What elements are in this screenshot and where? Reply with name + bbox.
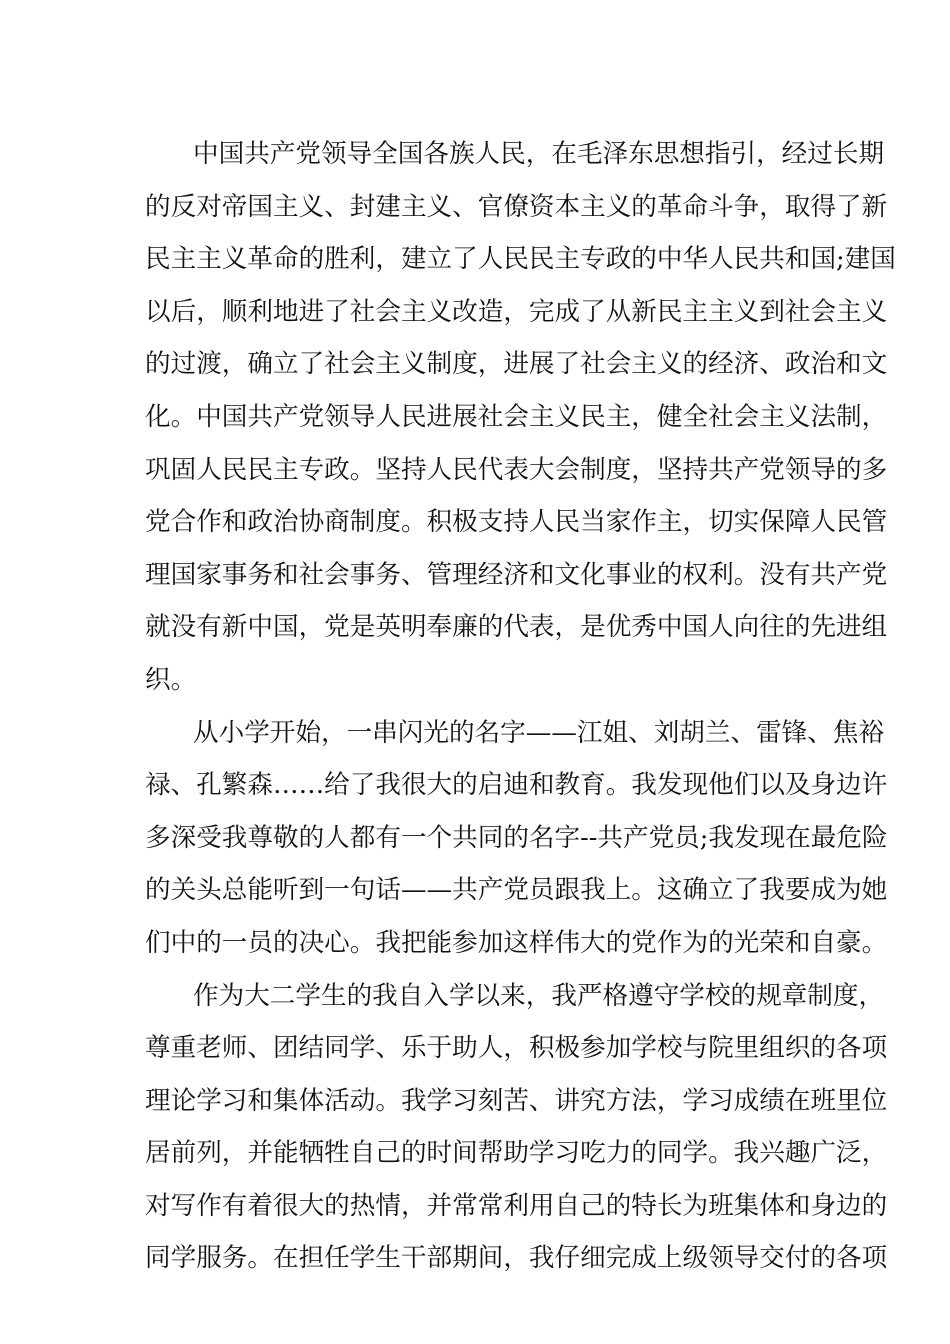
paragraph-3-line-3: 理论学习和集体活动。我学习刻苦、讲究方法，学习成绩在班里位: [145, 1085, 888, 1116]
paragraph-3-line-2: 尊重老师、团结同学、乐于助人，积极参加学校与院里组织的各项: [145, 1033, 888, 1064]
paragraph-1-line-10: 就没有新中国，党是英明奉廉的代表，是优秀中国人向往的先进组: [145, 612, 888, 643]
paragraph-3-line-1: 作为大二学生的我自入学以来，我严格遵守学校的规章制度，: [193, 980, 885, 1011]
paragraph-1-line-3: 民主主义革命的胜利，建立了人民民主专政的中华人民共和国;建国: [145, 244, 896, 275]
paragraph-2-line-1: 从小学开始，一串闪光的名字——江姐、刘胡兰、雷锋、焦裕: [193, 717, 885, 748]
paragraph-1-line-8: 党合作和政治协商制度。积极支持人民当家作主，切实保障人民管: [145, 507, 888, 538]
paragraph-2-line-2: 禄、孔繁森……给了我很大的启迪和教育。我发现他们以及身边许: [145, 770, 888, 801]
paragraph-1-line-7: 巩固人民民主专政。坚持人民代表大会制度，坚持共产党领导的多: [145, 454, 888, 485]
paragraph-2-line-3: 多深受我尊敬的人都有一个共同的名字--共产党员;我发现在最危险: [145, 822, 888, 853]
paragraph-1-line-4: 以后，顺利地进了社会主义改造，完成了从新民主主义到社会主义: [145, 296, 888, 327]
paragraph-2-line-5: 们中的一员的决心。我把能参加这样伟大的党作为的光荣和自豪。: [145, 927, 888, 958]
paragraph-2-line-4: 的关头总能听到一句话——共产党员跟我上。这确立了我要成为她: [145, 875, 888, 906]
paragraph-3-line-4: 居前列，并能牺牲自己的时间帮助学习吃力的同学。我兴趣广泛，: [145, 1138, 888, 1169]
paragraph-1-line-1: 中国共产党领导全国各族人民，在毛泽东思想指引，经过长期: [193, 139, 885, 169]
paragraph-3-line-5: 对写作有着很大的热情，并常常利用自己的特长为班集体和身边的: [145, 1190, 888, 1221]
paragraph-1-line-2: 的反对帝国主义、封建主义、官僚资本主义的革命斗争，取得了新: [145, 191, 888, 222]
paragraph-1-line-11: 织。: [145, 664, 197, 695]
document-body: [145, 128, 896, 1285]
paragraph-1-line-9: 理国家事务和社会事务、管理经济和文化事业的权利。没有共产党: [145, 559, 888, 590]
paragraph-1-line-5: 的过渡，确立了社会主义制度，进展了社会主义的经济、政治和文: [145, 349, 888, 380]
paragraph-1-line-6: 化。中国共产党领导人民进展社会主义民主，健全社会主义法制，: [145, 401, 888, 432]
paragraph-3-line-6: 同学服务。在担任学生干部期间，我仔细完成上级领导交付的各项: [145, 1243, 888, 1274]
